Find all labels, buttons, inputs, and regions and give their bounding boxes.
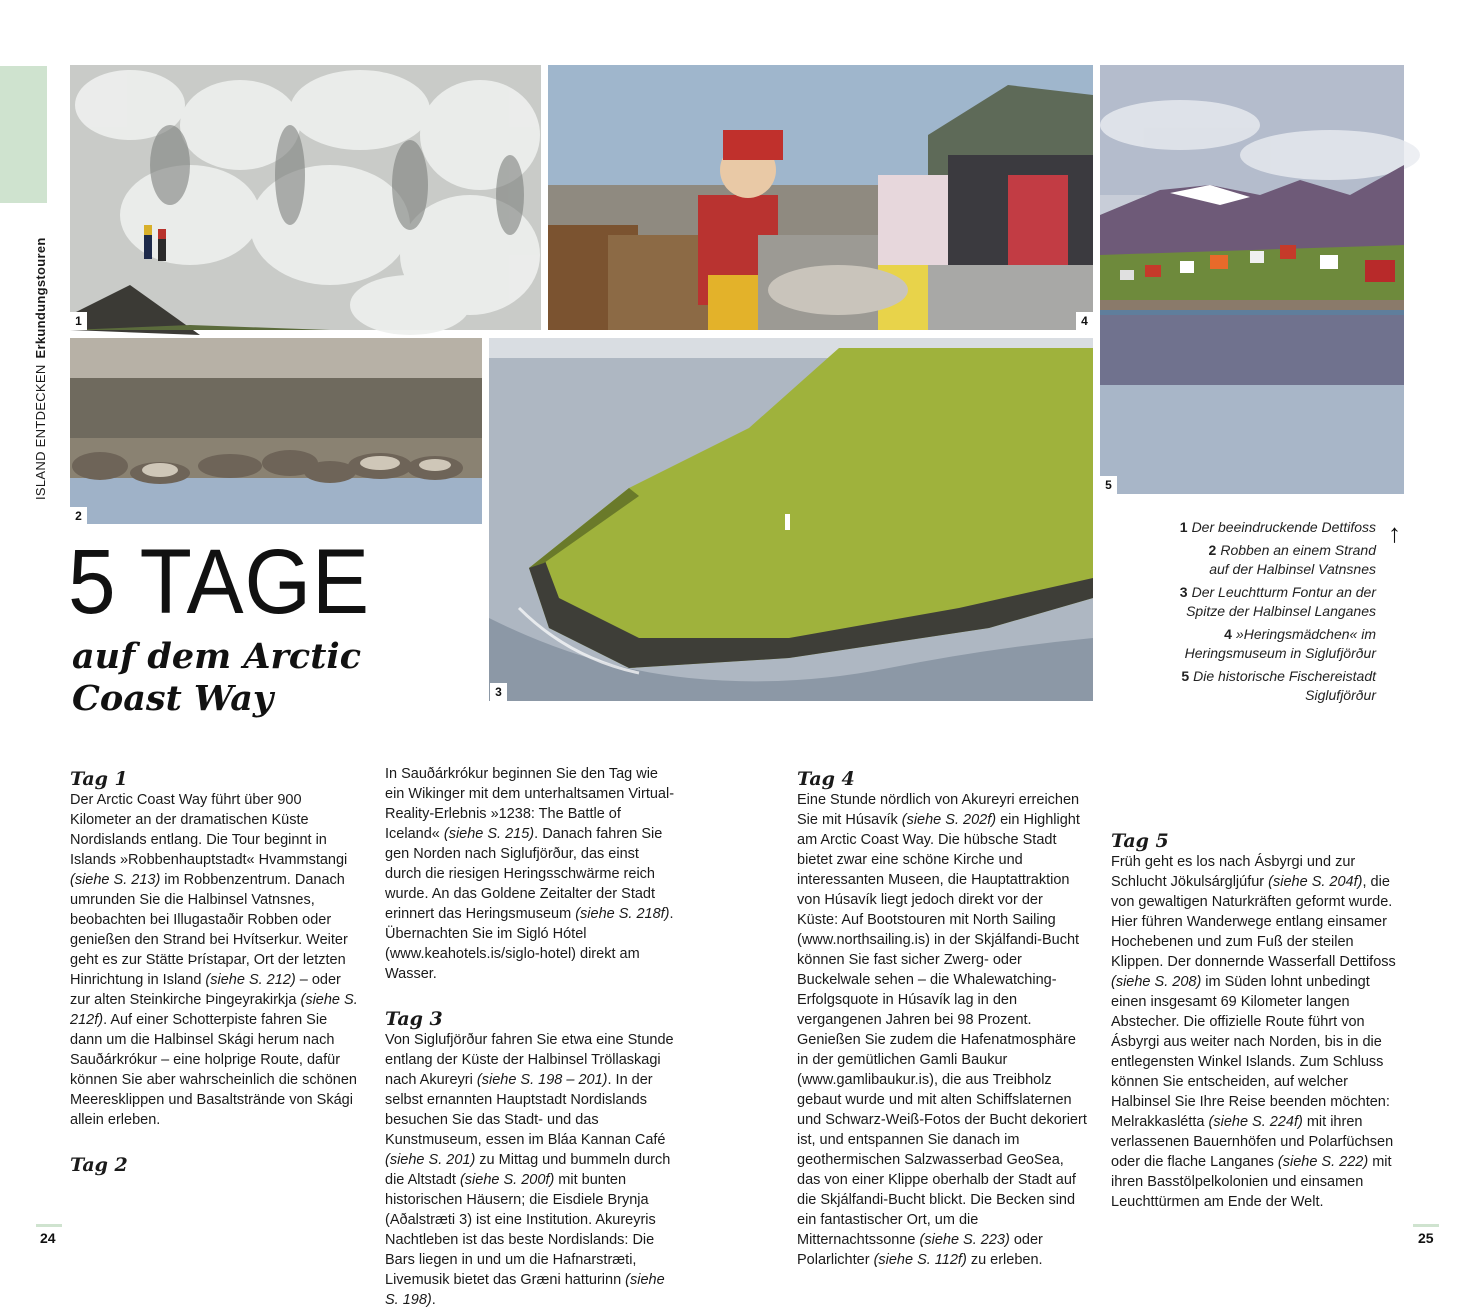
photo-siglufjordur xyxy=(1100,65,1404,494)
chapter-name: Erkundungstouren xyxy=(33,237,48,359)
section-label: ISLAND ENTDECKEN xyxy=(33,364,48,500)
photo-dettifoss xyxy=(70,65,541,330)
seals-icon xyxy=(70,338,482,524)
photo-captions xyxy=(1110,518,1376,709)
photo-number-3: 3 xyxy=(490,683,507,701)
page-title: 5 TAGE xyxy=(68,531,371,633)
caption-1: 1 Der beeindruckende Dettifoss xyxy=(1179,519,1376,535)
photo-fontur xyxy=(489,338,1093,701)
photo-number-5: 5 xyxy=(1100,476,1117,494)
day-heading-4: Tag 4 xyxy=(797,768,855,790)
day-heading-2: Tag 2 xyxy=(70,1154,128,1176)
photo-number-4: 4 xyxy=(1076,312,1093,330)
page-marker-left xyxy=(36,1224,62,1227)
day-text-2: In Sauðárkrókur beginnen Sie den Tag wie ein Wikinger mit dem unterhaltsamen Virtual-Reality-Erlebnis »1238: The Battle of Iceland« (siehe S. 215). Danach fahren Sie gen Norden nach Siglufjörður, das einst durch die riesigen Heringsschwärme reich wurde. An das Goldene Zeitalter der Stadt erinnert das Heringsmuseum (siehe S. 218f). Übernachten Sie im Sigló Hótel (www.keahotels.is/siglo-hotel) direkt am Wasser. xyxy=(385,766,675,982)
chapter-label xyxy=(33,237,48,500)
photo-seals xyxy=(70,338,482,524)
fishing-village-icon xyxy=(1100,65,1404,494)
lighthouse-cliff-icon xyxy=(489,338,1093,701)
arrow-up-icon: ↑ xyxy=(1388,518,1401,548)
caption-5: 5 Die historische Fischereistadt Siglufjörður xyxy=(1181,668,1376,703)
text-column-4 xyxy=(1111,826,1401,1212)
day-text-4: Eine Stunde nördlich von Akureyri erreichen Sie mit Húsavík (siehe S. 202f) ein Highlight am Arctic Coast Way. Die hübsche Stadt bietet zwar eine schöne Kirche und interessanten Museen, die Hauptattraktion von Húsavík liegt jedoch direkt vor der Küste: Auf Bootstouren mit North Sailing (www.northsailing.is) in der Skjálfandi-Bucht können Sie fast sicher Zwerg- oder Buckelwale sehen – die Whalewatching-Erfolgsquote in Húsavík lag in den vergangenen Jahren bei 98 Prozent. Genießen Sie zudem die Hafenatmosphäre in der gemütlichen Gamli Baukur (www.gamlibaukur.is), die aus Treibholz gebaut wurde und mit alten Schiffslaternen und Schwarz-Weiß-Fotos der Bucht dekoriert ist, und entspannen Sie danach im geothermischen Salzwasserbad GeoSea, das von einer Klippe oberhalb der Stadt auf die Skjálfandi-Bucht blickt. Die Becken sind ein fantastischer Ort, um die Mitternachtssonne (siehe S. 223) oder Polarlichter (siehe S. 112f) zu erleben. xyxy=(797,792,1087,1268)
page-subtitle: auf dem Arctic Coast Way xyxy=(72,636,362,719)
text-column-1 xyxy=(70,764,360,1176)
day-heading-1: Tag 1 xyxy=(70,768,128,790)
day-text-3: Von Siglufjörður fahren Sie etwa eine Stunde entlang der Küste der Halbinsel Tröllaskagi nach Akureyri (siehe S. 198 – 201). In der selbst ernannten Hauptstadt Nordislands besuchen Sie das Stadt- und das Kunstmuseum, essen im Bláa Kannan Café (siehe S. 201) zu Mittag und bummeln durch die Altstadt (siehe S. 200f) mit bunten historischen Häusern; die Eisdiele Brynja (Aðalstræti 3) ist eine Institution. Akureyris Nachtleben ist das beste Nordislands: Die Bars liegen in und um die Hafnarstræti, Livemusik bietet das Græni hatturinn (siehe S. 198). xyxy=(385,1032,674,1308)
photo-number-1: 1 xyxy=(70,312,87,330)
waterfall-icon xyxy=(70,65,541,330)
text-column-3 xyxy=(797,764,1087,1270)
caption-4: 4 »Heringsmädchen« im Heringsmuseum in Siglufjörður xyxy=(1184,626,1376,661)
day-text-5: Früh geht es los nach Ásbyrgi und zur Schlucht Jökulsárgljúfur (siehe S. 204f), die von gewaltigen Naturkräften geformt wurde. Hier führen Wanderwege entlang einsamer Hochebenen und zum Fuß der steilen Klippen. Der donnernde Wasserfall Dettifoss (siehe S. 208) im Süden lohnt unbedingt einen insgesamt 69 Kilometer langen Abstecher. Die offizielle Route führt von Ásbyrgi aus weiter nach Norden, bis in die entlegensten Winkel Islands. Zum Schluss können Sie entscheiden, auf welcher Halbinsel Sie Ihre Reise beenden möchten: Melrakkaslétta (siehe S. 224f) mit ihren verlassenen Bauernhöfen und Polarfüchsen oder die flache Langanes (siehe S. 222) mit ihren Basstölpelkolonien und einsamen Leuchttürmen am Ende der Welt. xyxy=(1111,854,1396,1210)
text-column-2 xyxy=(385,764,675,1310)
day-text-1: Der Arctic Coast Way führt über 900 Kilometer an der dramatischen Küste Nordislands entlang. Die Tour beginnt in Islands »Robbenhauptstadt« Hvammstangi (siehe S. 213) im Robbenzentrum. Danach umrunden Sie die Halbinsel Vatnsnes, beobachten bei Illugastaðir Robben oder genießen den Strand bei Hvítserkur. Weiter geht es zur Stätte Þrístapar, Ort der letzten Hinrichtung in Island (siehe S. 212) – oder zur alten Steinkirche Þingeyrakirkja (siehe S. 212f). Auf einer Schotterpiste fahren Sie dann um die Halbinsel Skági herum nach Sauðárkrókur – eine holprige Route, dafür können Sie aber wahrscheinlich die schönen Meeresklippen und Basaltstrände von Skági allein erleben. xyxy=(70,792,358,1128)
page-marker-right xyxy=(1413,1224,1439,1227)
photo-number-2: 2 xyxy=(70,507,87,525)
herring-girls-icon xyxy=(548,65,1093,330)
page-number-right: 25 xyxy=(1418,1230,1434,1246)
day-heading-3: Tag 3 xyxy=(385,1008,443,1030)
chapter-color-tab xyxy=(0,66,47,203)
caption-2: 2 Robben an einem Strand auf der Halbinsel Vatnsnes xyxy=(1208,542,1376,577)
caption-3: 3 Der Leuchtturm Fontur an der Spitze der Halbinsel Langanes xyxy=(1179,584,1376,619)
day-heading-5: Tag 5 xyxy=(1111,830,1169,852)
page-number-left: 24 xyxy=(40,1230,56,1246)
photo-herring-museum xyxy=(548,65,1093,330)
